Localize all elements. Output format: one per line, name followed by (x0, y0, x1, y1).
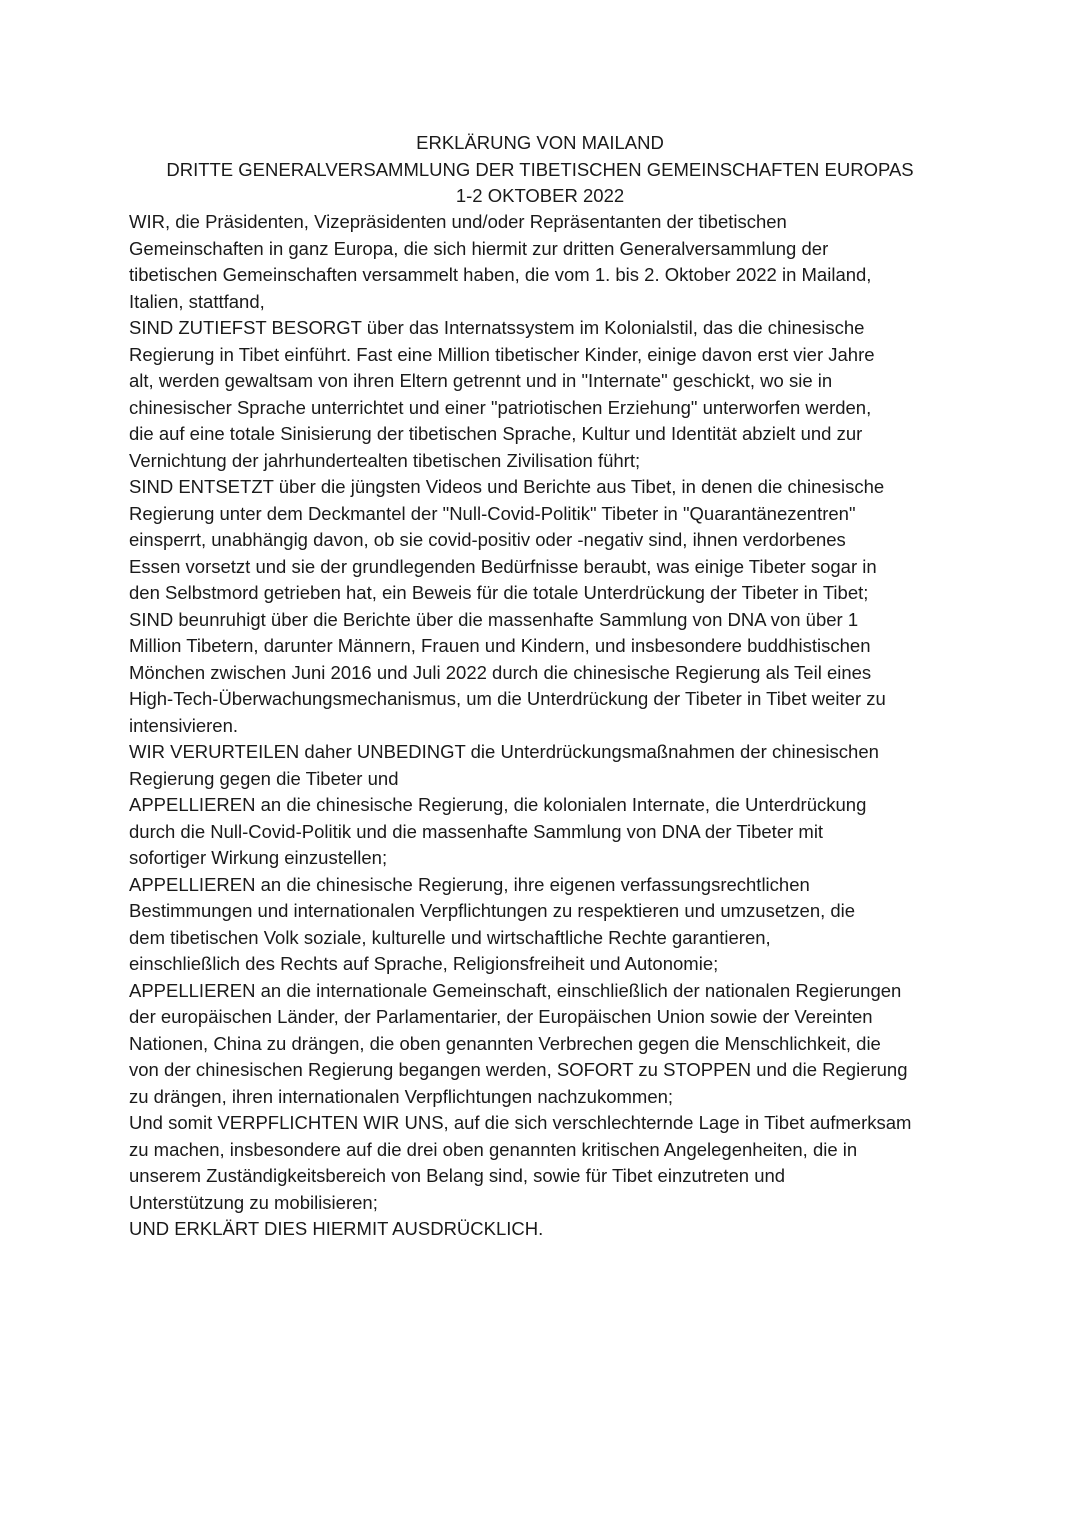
text-line: Italien, stattfand, (129, 290, 265, 312)
paragraph (129, 209, 959, 315)
text-line: von der chinesischen Regierung begangen werden, SOFORT zu STOPPEN und die Regierung (129, 1059, 908, 1080)
text-line: Bestimmungen und internationalen Verpflichtungen zu respektieren und umzusetzen, die (129, 900, 856, 921)
text-line: WIR, die Präsidenten, Vizepräsidenten und/oder Repräsentanten der tibetischen (129, 211, 787, 232)
text-line: Und somit VERPFLICHTEN WIR UNS, auf die sich verschlechternde Lage in Tibet aufmerksam (129, 1112, 912, 1133)
text-line: zu machen, insbesondere auf die drei oben genannten kritischen Angelegenheiten, die in (129, 1138, 858, 1160)
text-line: alt, werden gewaltsam von ihren Eltern getrennt und in "Internate" geschickt, wo sie in (129, 370, 833, 391)
text-line: durch die Null-Covid-Politik und die massenhafte Sammlung von DNA der Tibeter mit (129, 820, 824, 842)
text-line: tibetischen Gemeinschaften versammelt haben, die vom 1. bis 2. Oktober 2022 in Mailand, (129, 264, 872, 285)
paragraph (129, 1216, 959, 1243)
text-line: unserem Zuständigkeitsbereich von Belang sind, sowie für Tibet einzutreten und (129, 1165, 786, 1186)
text-line: Unterstützung zu mobilisieren; (129, 1191, 378, 1213)
text-line: APPELLIEREN an die chinesische Regierung, die kolonialen Internate, die Unterdrückung (129, 794, 867, 815)
text-line: Regierung in Tibet einführt. Fast eine Million tibetischer Kinder, einige davon erst vier Jahre (129, 343, 875, 365)
text-line: zu drängen, ihren internationalen Verpflichtungen nachzukommen; (129, 1085, 674, 1107)
document-subtitle: DRITTE GENERALVERSAMMLUNG DER TIBETISCHEN GEMEINSCHAFTEN EUROPAS (166, 158, 914, 180)
document-header (0, 130, 1080, 210)
text-line: dem tibetischen Volk soziale, kulturelle und wirtschaftliche Rechte garantieren, (129, 926, 771, 948)
document-title: ERKLÄRUNG VON MAILAND (416, 132, 664, 153)
text-line: Gemeinschaften in ganz Europa, die sich hiermit zur dritten Generalversammlung der (129, 237, 829, 259)
paragraph (129, 739, 959, 792)
paragraph (129, 474, 959, 607)
document-date: 1-2 OKTOBER 2022 (455, 185, 625, 206)
text-line: SIND ENTSETZT über die jüngsten Videos und Berichte aus Tibet, in denen die chinesische (129, 476, 885, 497)
text-line: Regierung gegen die Tibeter und (129, 767, 399, 789)
text-line: der europäischen Länder, der Parlamentarier, der Europäischen Union sowie der Vereinten (129, 1006, 873, 1027)
paragraph (129, 872, 959, 978)
paragraph (129, 607, 959, 740)
text-line: chinesischer Sprache unterrichtet und einer "patriotischen Erziehung" unterworfen werden, (129, 396, 872, 418)
text-line: SIND beunruhigt über die Berichte über die massenhafte Sammlung von DNA von über 1 (129, 608, 859, 630)
paragraph (129, 978, 959, 1111)
text-line: die auf eine totale Sinisierung der tibetischen Sprache, Kultur und Identität abzielt und zur (129, 423, 863, 444)
text-line: Mönchen zwischen Juni 2016 und Juli 2022 durch die chinesische Regierung als Teil eines (129, 661, 872, 683)
text-line: WIR VERURTEILEN daher UNBEDINGT die Unterdrückungsmaßnahmen der chinesischen (129, 741, 879, 762)
text-line: UND ERKLÄRT DIES HIERMIT AUSDRÜCKLICH. (129, 1218, 544, 1239)
text-line: SIND ZUTIEFST BESORGT über das Internatssystem im Kolonialstil, das die chinesische (129, 317, 865, 338)
text-line: den Selbstmord getrieben hat, ein Beweis für die totale Unterdrückung der Tibeter in Tibet; (129, 582, 869, 603)
text-line: sofortiger Wirkung einzustellen; (129, 847, 388, 868)
document-body (129, 209, 959, 1243)
text-line: APPELLIEREN an die chinesische Regierung, ihre eigenen verfassungsrechtlichen (129, 873, 810, 895)
text-line: einsperrt, unabhängig davon, ob sie covid-positiv oder -negativ sind, ihnen verdorbenes (129, 529, 846, 550)
text-line: Regierung unter dem Deckmantel der "Null-Covid-Politik" Tibeter in "Quarantänezentren" (129, 502, 856, 524)
text-line: einschließlich des Rechts auf Sprache, Religionsfreiheit und Autonomie; (129, 953, 719, 974)
text-line: Nationen, China zu drängen, die oben genannten Verbrechen gegen die Menschlichkeit, die (129, 1032, 881, 1054)
text-line: intensivieren. (129, 714, 239, 736)
text-line: High-Tech-Überwachungsmechanismus, um die Unterdrückung der Tibeter in Tibet weiter zu (129, 688, 886, 709)
text-line: APPELLIEREN an die internationale Gemeinschaft, einschließlich der nationalen Regierungen (129, 979, 902, 1001)
paragraph (129, 1110, 959, 1216)
paragraph (129, 792, 959, 872)
text-line: Essen vorsetzt und sie der grundlegenden Bedürfnisse beraubt, was einige Tibeter sogar in (129, 555, 877, 577)
text-line: Million Tibetern, darunter Männern, Frauen und Kindern, und insbesondere buddhistischen (129, 635, 871, 656)
paragraph (129, 315, 959, 474)
text-line: Vernichtung der jahrhundertealten tibetischen Zivilisation führt; (129, 449, 641, 471)
